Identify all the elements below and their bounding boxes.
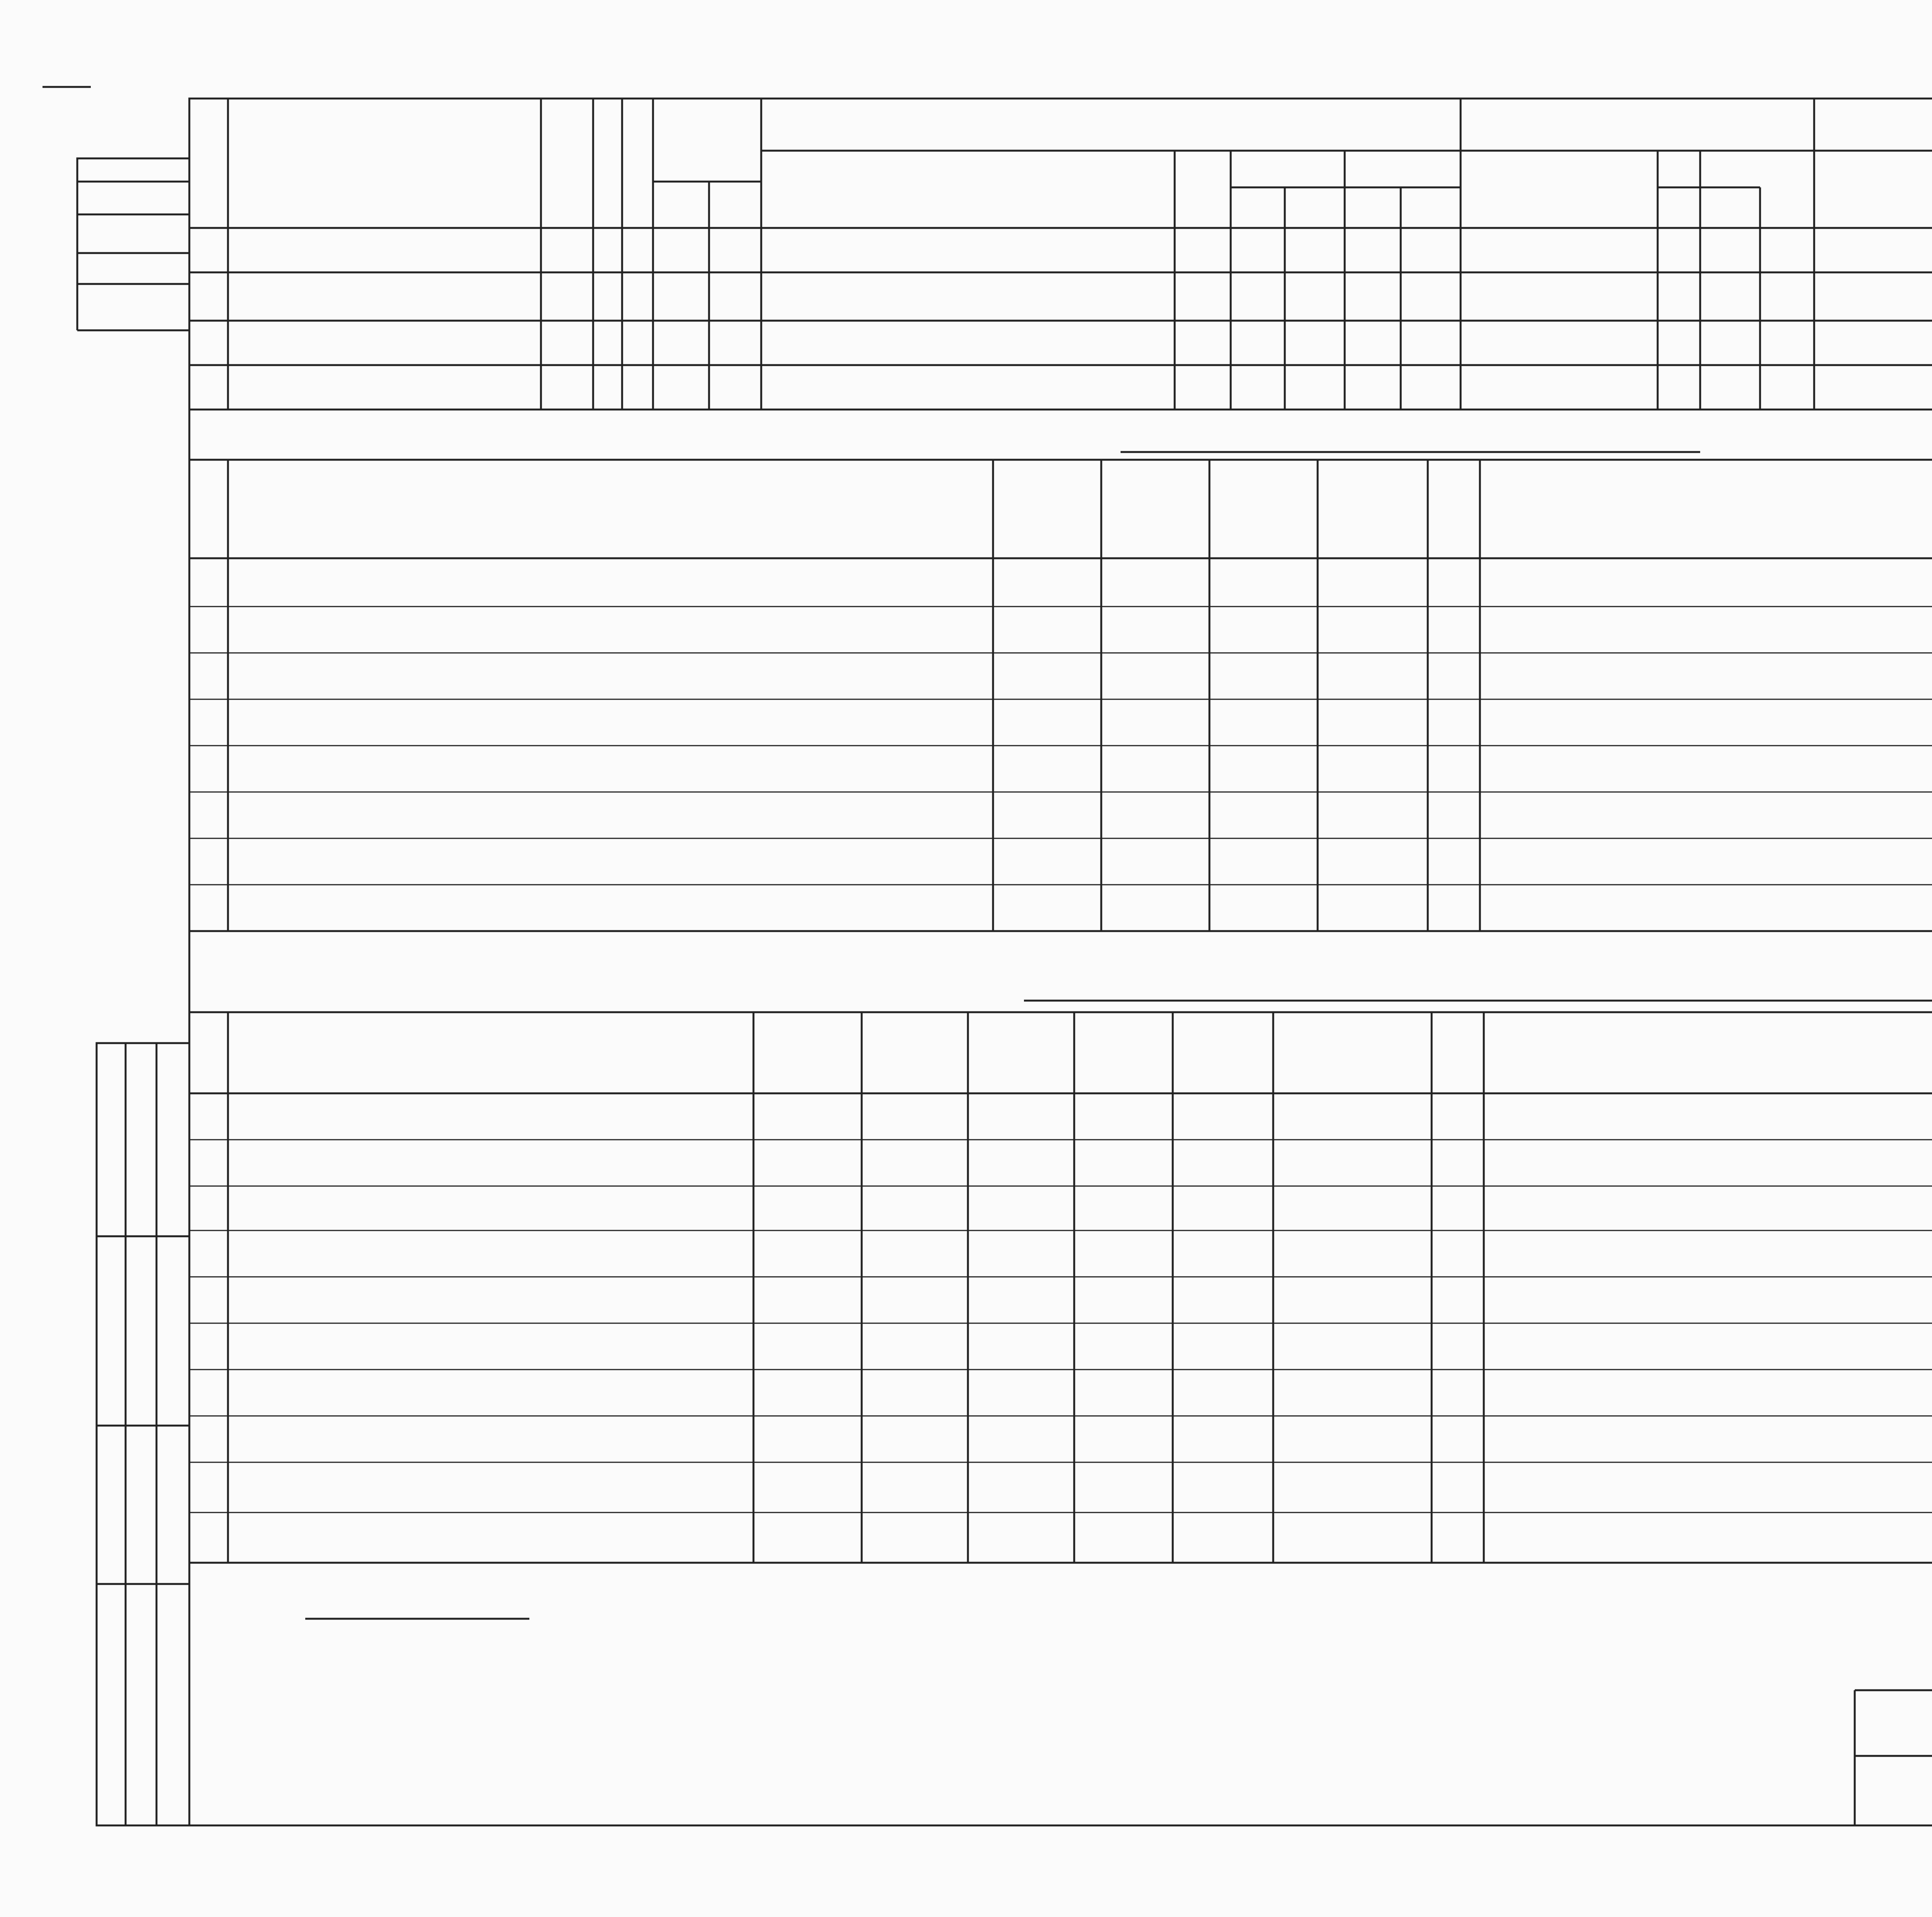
sheet-frame	[189, 99, 1932, 1825]
